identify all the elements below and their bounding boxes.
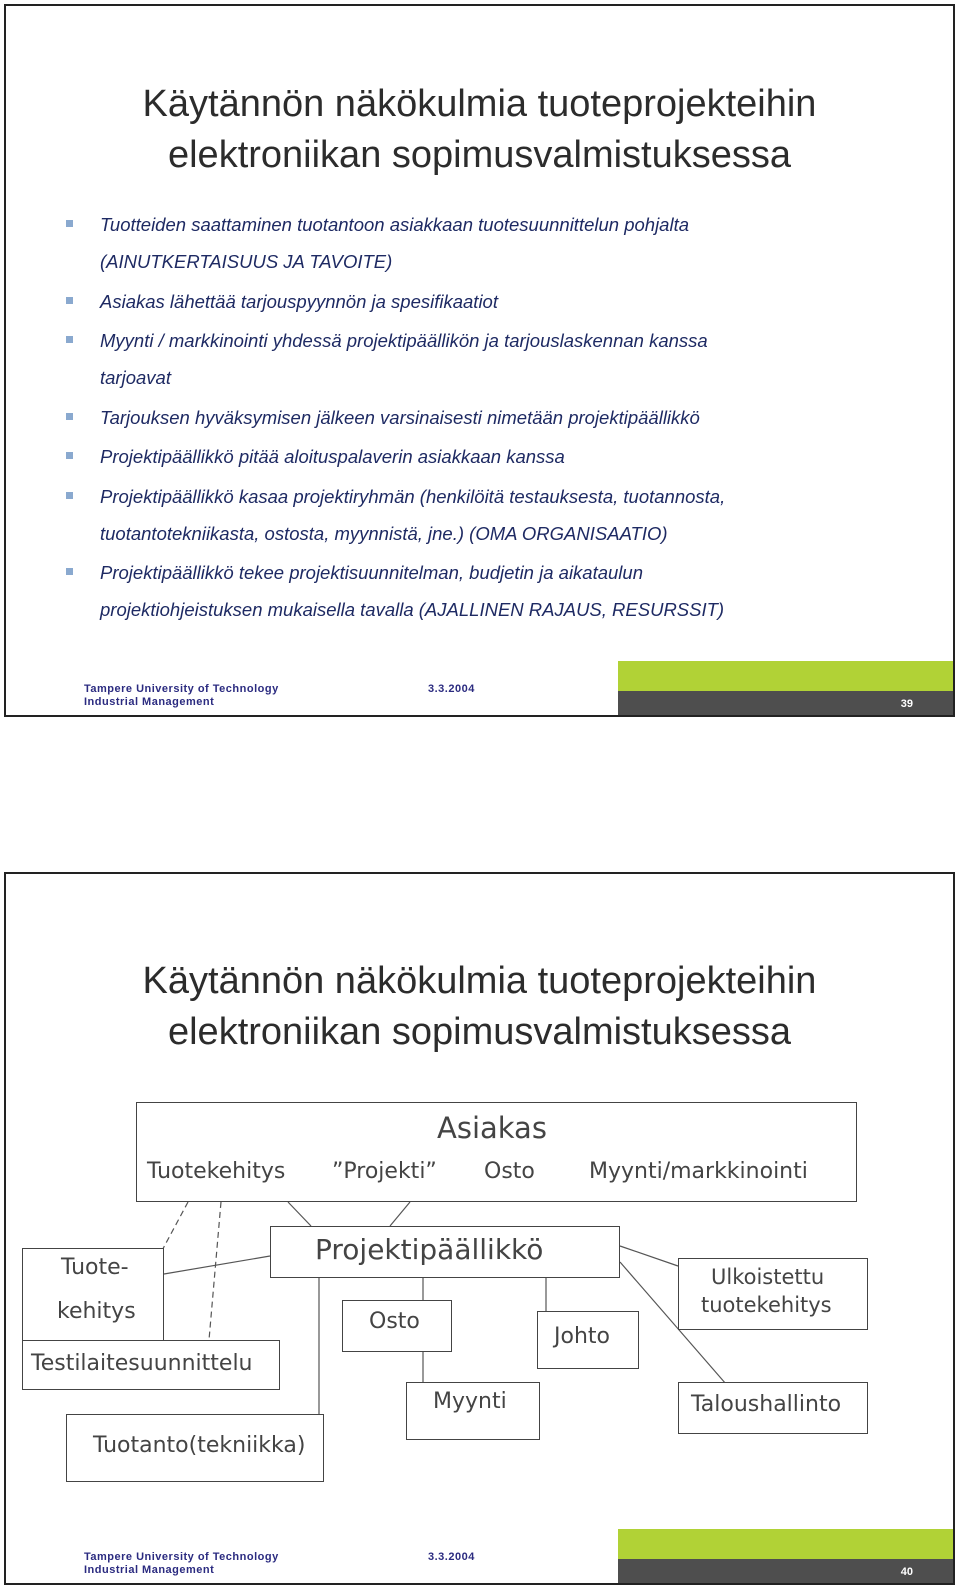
johto-box xyxy=(537,1311,639,1369)
bullet-item: Projektipäällikkö kasaa projektiryhmän (henkilöitä testauksesta, tuotannosta, tuotantotekniikasta, ostosta, myynnistä, jne.) (OMA ORGANISAATIO) xyxy=(66,478,926,552)
testilaite-label: Testilaitesuunnittelu xyxy=(31,1351,253,1376)
asiakas-item-projekti: ”Projekti” xyxy=(332,1159,437,1184)
slide-footer xyxy=(6,1529,953,1583)
footer-accent-bar xyxy=(618,1529,953,1559)
ulkoistettu-label-2: tuotekehitys xyxy=(701,1293,832,1317)
tuotekehitys-box xyxy=(22,1248,164,1348)
projektipaallikko-box xyxy=(270,1226,620,1278)
title-line-1: Käytännön näkökulmia tuoteprojekteihin xyxy=(142,960,817,1002)
testilaite-box xyxy=(22,1340,280,1390)
bullet-item: Projektipäällikkö tekee projektisuunnitelman, budjetin ja aikataulun projektiohjeistuksen mukaisella tavalla (AJALLINEN RAJAUS, RESURSSIT) xyxy=(66,554,926,628)
connector xyxy=(390,1202,410,1226)
footer-accent-bar xyxy=(618,661,953,691)
tuotekehitys-label-2: kehitys xyxy=(57,1299,136,1324)
title-line-2: elektroniikan sopimusvalmistuksessa xyxy=(167,1011,792,1053)
bullet-marker xyxy=(66,413,73,420)
slide-40 xyxy=(4,872,955,1585)
taloushallinto-box xyxy=(678,1382,868,1434)
osto-box xyxy=(342,1300,452,1352)
bullet-marker xyxy=(66,492,73,499)
ulkoistettu-label-1: Ulkoistettu xyxy=(711,1265,825,1289)
asiakas-label: Asiakas xyxy=(437,1111,547,1145)
myynti-box xyxy=(406,1382,540,1440)
bullet-marker xyxy=(66,568,73,575)
tuotekehitys-label-1: Tuote- xyxy=(61,1255,129,1280)
slide-39 xyxy=(4,4,955,717)
bullet-marker xyxy=(66,452,73,459)
bullet-item: Tuotteiden saattaminen tuotantoon asiakkaan tuotesuunnittelun pohjalta (AINUTKERTAISUUS JA TAVOITE) xyxy=(66,206,926,280)
asiakas-item-myynti-markkinointi: Myynti/markkinointi xyxy=(589,1159,808,1184)
bullet-marker xyxy=(66,336,73,343)
johto-label: Johto xyxy=(554,1324,610,1349)
department-name: Industrial Management xyxy=(84,696,215,708)
footer-institution xyxy=(84,1551,279,1577)
asiakas-box xyxy=(136,1102,857,1202)
page-number: 40 xyxy=(900,1566,913,1578)
bullet-list xyxy=(66,206,926,631)
asiakas-item-tuotekehitys: Tuotekehitys xyxy=(147,1159,286,1184)
university-name: Tampere University of Technology xyxy=(84,683,279,695)
myynti-label: Myynti xyxy=(433,1389,507,1414)
bullet-item: Projektipäällikkö pitää aloituspalaverin asiakkaan kanssa xyxy=(66,438,926,475)
footer-date: 3.3.2004 xyxy=(428,683,475,695)
bullet-item: Myynti / markkinointi yhdessä projektipäällikön ja tarjouslaskennan kanssa tarjoavat xyxy=(66,322,926,396)
ulkoistettu-box xyxy=(678,1258,868,1330)
connector xyxy=(620,1246,678,1266)
asiakas-item-osto: Osto xyxy=(484,1159,535,1184)
connector xyxy=(164,1256,270,1274)
page-number: 39 xyxy=(900,698,913,710)
footer-date: 3.3.2004 xyxy=(428,1551,475,1563)
osto-label: Osto xyxy=(369,1309,420,1334)
taloushallinto-label: Taloushallinto xyxy=(691,1392,842,1417)
title-line-1: Käytännön näkökulmia tuoteprojekteihin xyxy=(142,83,817,125)
slide-title xyxy=(6,79,953,181)
bullet-marker xyxy=(66,297,73,304)
slide-footer xyxy=(6,661,953,715)
department-name: Industrial Management xyxy=(84,1564,215,1576)
projektipaallikko-label: Projektipäällikkö xyxy=(315,1233,544,1266)
bullet-item: Tarjouksen hyväksymisen jälkeen varsinaisesti nimetään projektipäällikkö xyxy=(66,399,926,436)
tuotanto-box xyxy=(66,1414,324,1482)
bullet-item: Asiakas lähettää tarjouspyynnön ja spesifikaatiot xyxy=(66,283,926,320)
bullet-marker xyxy=(66,220,73,227)
connector xyxy=(288,1202,311,1226)
university-name: Tampere University of Technology xyxy=(84,1551,279,1563)
footer-institution xyxy=(84,683,279,709)
tuotanto-label: Tuotanto(tekniikka) xyxy=(93,1433,306,1458)
title-line-2: elektroniikan sopimusvalmistuksessa xyxy=(167,134,792,176)
dashed-connector xyxy=(209,1202,221,1340)
